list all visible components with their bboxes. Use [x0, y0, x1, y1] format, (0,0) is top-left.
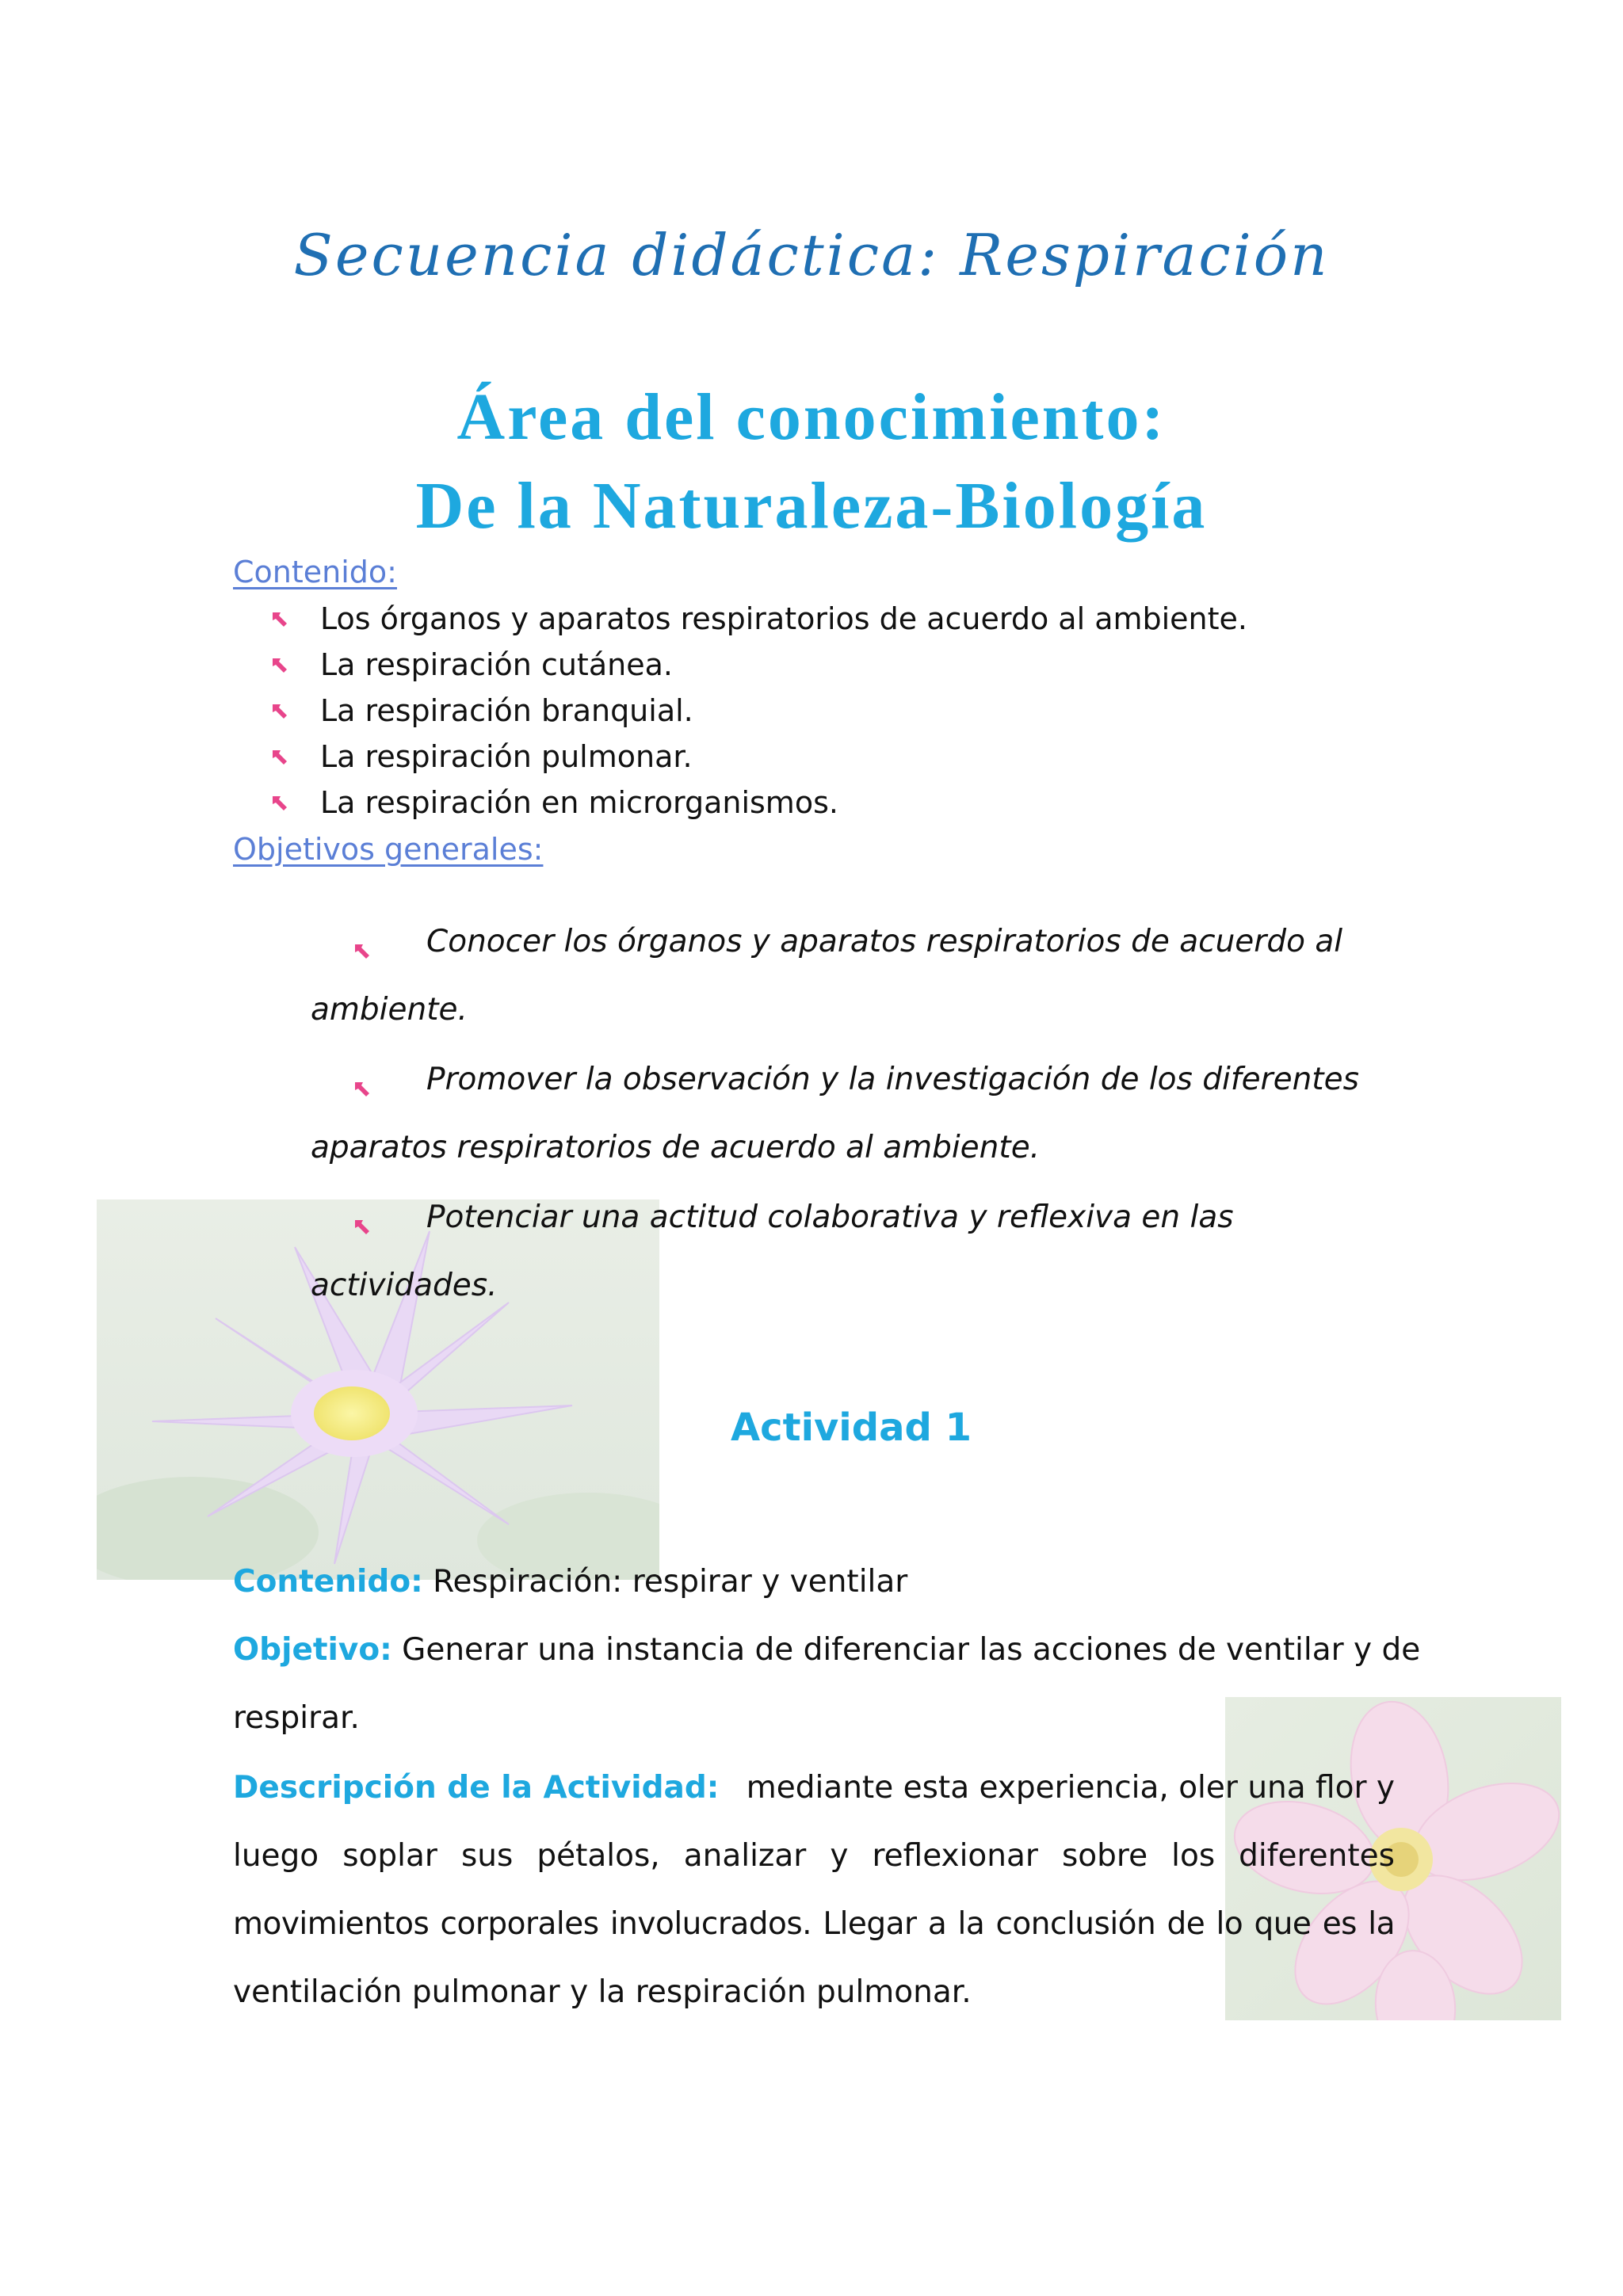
actividad-descripcion-line1	[233, 1770, 1395, 1806]
actividad-descripcion-text-3: movimientos corporales involucrados. Llegar a la conclusión de lo que es la	[233, 1906, 1395, 1942]
actividad-objetivo-line	[233, 1632, 1420, 1668]
arrow-bullet-icon	[352, 1217, 372, 1238]
arrow-bullet-icon	[269, 609, 290, 630]
contenido-label: Contenido:	[233, 555, 397, 589]
arrow-bullet-icon	[352, 941, 372, 962]
list-item-text: La respiración branquial.	[320, 693, 693, 728]
area-heading-line2: De la Naturaleza-Biología	[415, 469, 1208, 543]
objetivo-1-line1: Conocer los órganos y aparatos respiratorios de acuerdo al	[426, 924, 1343, 959]
arrow-bullet-icon	[269, 655, 290, 676]
actividad-descripcion-text-4: ventilación pulmonar y la respiración pulmonar.	[233, 1974, 972, 2010]
list-item	[269, 734, 1247, 780]
list-item-text: Los órganos y aparatos respiratorios de acuerdo al ambiente.	[320, 601, 1248, 636]
actividad-contenido-line	[233, 1564, 907, 1600]
list-item	[269, 596, 1247, 642]
list-item-text: La respiración cutánea.	[320, 647, 673, 682]
actividad-title: Actividad 1	[731, 1405, 972, 1450]
list-item	[269, 780, 1247, 826]
objetivo-2-line1: Promover la observación y la investigación de los diferentes	[426, 1062, 1359, 1097]
objetivo-2-line2: aparatos respiratorios de acuerdo al ambiente.	[311, 1130, 1041, 1165]
document-title: Secuencia didáctica: Respiración	[293, 222, 1330, 288]
objetivo-1-line2: ambiente.	[311, 992, 468, 1028]
list-item-text: La respiración en microrganismos.	[320, 785, 838, 820]
actividad-descripcion-text-1: mediante esta experiencia, oler una flor y	[746, 1770, 1395, 1806]
actividad-contenido-label: Contenido:	[233, 1564, 423, 1600]
actividad-descripcion-text-2: luego soplar sus pétalos, analizar y reflexionar sobre los diferentes	[233, 1838, 1395, 1874]
actividad-objetivo-text-1: Generar una instancia de diferenciar las acciones de ventilar y de	[402, 1632, 1421, 1668]
objetivo-3-line1: Potenciar una actitud colaborativa y reflexiva en las	[426, 1199, 1234, 1235]
actividad-contenido-text: Respiración: respirar y ventilar	[433, 1564, 908, 1600]
objetivos-label: Objetivos generales:	[233, 832, 544, 867]
actividad-objetivo-text-2: respirar.	[233, 1700, 360, 1736]
arrow-bullet-icon	[269, 701, 290, 722]
list-item	[269, 688, 1247, 734]
water-lily-image	[97, 1199, 659, 1580]
area-heading-line1: Área del conocimiento:	[456, 380, 1167, 454]
arrow-bullet-icon	[352, 1079, 372, 1100]
actividad-descripcion-label: Descripción de la Actividad:	[233, 1770, 720, 1806]
list-item	[269, 642, 1247, 688]
arrow-bullet-icon	[269, 747, 290, 768]
objetivo-3-line2: actividades.	[311, 1268, 498, 1303]
actividad-objetivo-label: Objetivo:	[233, 1632, 392, 1668]
actividad-descripcion-line2	[233, 1838, 1395, 1874]
actividad-descripcion-line3	[233, 1906, 1395, 1942]
arrow-bullet-icon	[269, 793, 290, 814]
list-item-text: La respiración pulmonar.	[320, 739, 693, 774]
contenido-list	[269, 596, 1247, 826]
